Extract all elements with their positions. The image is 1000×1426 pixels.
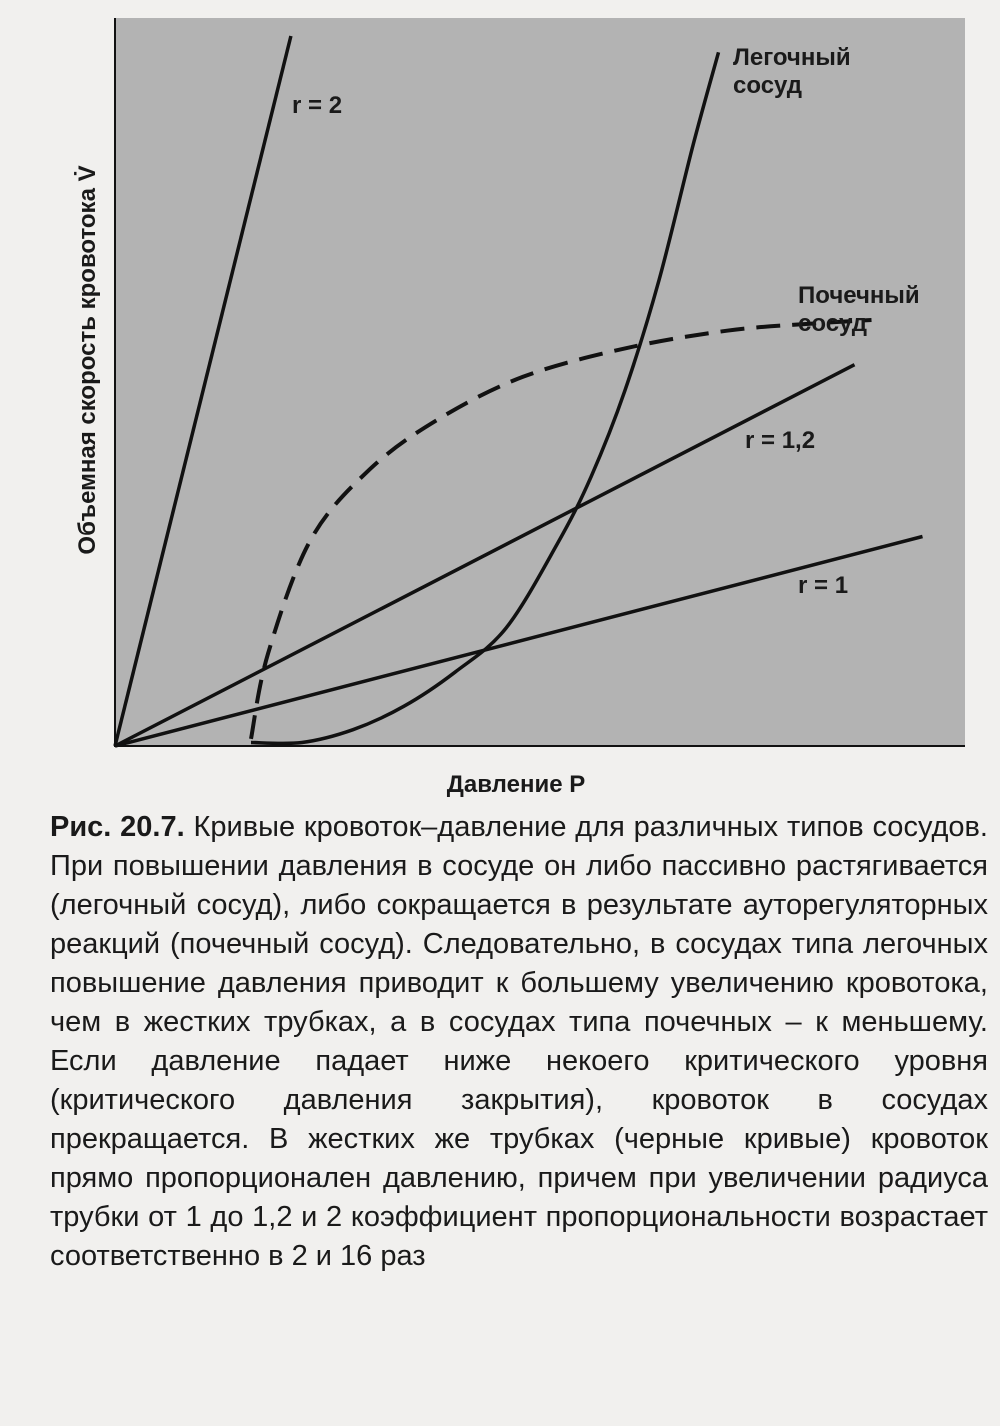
annotation-r2: r = 2 (292, 92, 343, 119)
caption-text: Кривые кровоток–давление для различных типов сосудов. При повышении давления в сосуде он либо пассивно растягивается (легочный сосуд), либо сокращается в результате ауторегуляторных реакций (почечный сосуд). Следовательно, в сосудах типа легочных повышение давления приводит к большему увеличению кровотока, чем в жестких трубках, а в сосудах типа почечных – к меньшему. Если давление падает ниже некоего критического уровня (критического давления закрытия), кровоток в сосудах прекращается. В жестких же трубках (черные кривые) кровоток прямо пропорционален давлению, причем при увеличении радиуса трубки от 1 до 1,2 и 2 коэффициент пропорциональности возрастает соответственно в 2 и 16 раз (50, 811, 988, 1272)
y-axis-label: Объемная скорость кровотока V̇ (74, 165, 101, 555)
x-axis-label: Давление Р (446, 771, 586, 798)
annotation-r12: r = 1,2 (745, 427, 816, 454)
figure-caption (50, 808, 988, 1276)
annotation-renal-line1: Почечный (798, 282, 920, 309)
annotation-renal-line2: сосуд (798, 310, 868, 337)
annotation-pulmonary-line1: Легочный (733, 44, 851, 71)
annotation-pulmonary-line2: сосуд (733, 72, 803, 99)
figure-number: Рис. 20.7. (50, 811, 185, 843)
annotation-r1: r = 1 (798, 572, 849, 599)
